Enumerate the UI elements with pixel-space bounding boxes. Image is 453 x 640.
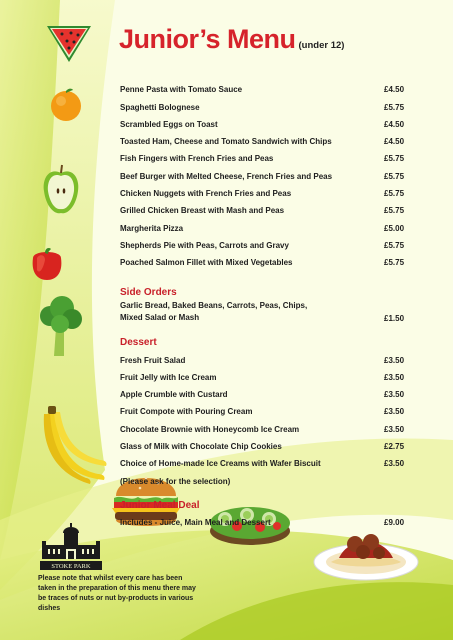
dessert-item [120,348,410,365]
item-price: £5.75 [384,102,405,112]
dessert-item [120,400,410,417]
item-name: Chocolate Brownie with Honeycomb Ice Cream [120,424,300,434]
item-name: Shepherds Pie with Peas, Carrots and Gravy [120,240,289,250]
menu-item [120,78,410,95]
item-name: Poached Salmon Fillet with Mixed Vegetables [120,258,293,268]
item-price: £3.50 [384,407,405,417]
side-orders-item [120,298,410,324]
dessert-item [120,417,410,434]
side-orders-heading: Side Orders [120,287,177,299]
item-price: £5.75 [384,171,405,181]
side-orders-text: Garlic Bread, Baked Beans, Carrots, Peas, Chips, Mixed Salad or Mash [120,301,308,323]
menu-item [120,251,410,268]
broccoli-icon [38,294,84,358]
dessert-item [120,435,410,452]
menu-item [120,216,410,233]
item-name: Grilled Chicken Breast with Mash and Peas [120,206,285,216]
item-price: £5.75 [384,154,405,164]
menu-item [120,113,410,130]
item-price: £9.00 [384,517,405,527]
item-name: Choice of Home-made Ice Creams with Wafer Biscuit [120,459,321,469]
item-price: £4.50 [384,85,405,95]
item-name: Glass of Milk with Chocolate Chip Cookies [120,442,282,452]
item-price: £4.50 [384,119,405,129]
watermelon-icon [44,20,94,64]
item-price: £5.75 [384,240,405,250]
item-price: £1.50 [384,314,405,324]
item-name: Chicken Nuggets with French Fries and Peas [120,189,292,199]
apple-icon [41,163,81,217]
allergy-disclaimer: Please note that whilst every care has been taken in the preparation of this menu there may be traces of nuts or nut by-products in various dishes [38,575,196,612]
item-name: Fish Fingers with French Fries and Peas [120,154,274,164]
item-name: Margherita Pizza [120,223,184,233]
item-price: £3.50 [384,459,405,469]
item-price: £3.50 [384,372,405,382]
item-name: Apple Crumble with Custard [120,390,228,400]
banana-icon [40,404,110,486]
item-price: £4.50 [384,137,405,147]
menu-item [120,95,410,112]
item-price: £5.75 [384,206,405,216]
pepper-icon [27,246,67,282]
menu-item [120,199,410,216]
item-price: £3.50 [384,355,405,365]
item-price: £5.75 [384,258,405,268]
dessert-item [120,383,410,400]
item-price: £5.75 [384,189,405,199]
item-name: Penne Pasta with Tomato Sauce [120,85,243,95]
meal-deal-heading: Junior Meal Deal [120,499,200,511]
menu-item [120,182,410,199]
item-price: £2.75 [384,442,405,452]
item-name: Spaghetti Bolognese [120,102,200,112]
menu-list [120,78,410,528]
meal-deal-text: Includes - Juice, Main Meal and Dessert [120,517,271,527]
dessert-item [120,452,410,469]
item-name: Toasted Ham, Cheese and Tomato Sandwich with Chips [120,137,332,147]
dessert-item [120,366,410,383]
title-sub: (under 12) [298,40,345,51]
item-name: Scrambled Eggs on Toast [120,119,218,129]
item-name: Fruit Compote with Pouring Cream [120,407,253,417]
item-name: Fresh Fruit Salad [120,355,186,365]
item-price: £5.00 [384,223,405,233]
orange-icon [49,87,83,123]
menu-item [120,130,410,147]
dessert-note [120,469,410,486]
svg-text:STOKE PARK: STOKE PARK [51,563,91,570]
item-name: Fruit Jelly with Ice Cream [120,372,217,382]
menu-item [120,234,410,251]
page-title [119,24,344,55]
menu-item [120,164,410,181]
menu-item [120,147,410,164]
title-main: Junior’s Menu [119,24,296,54]
dessert-heading: Dessert [120,337,157,349]
stoke-park-logo [40,523,102,571]
item-name: Beef Burger with Melted Cheese, French Fries and Peas [120,171,333,181]
meal-deal-item [120,511,410,528]
item-price: £3.50 [384,390,405,400]
dessert-note-text: (Please ask for the selection) [120,476,231,486]
item-price: £3.50 [384,424,405,434]
